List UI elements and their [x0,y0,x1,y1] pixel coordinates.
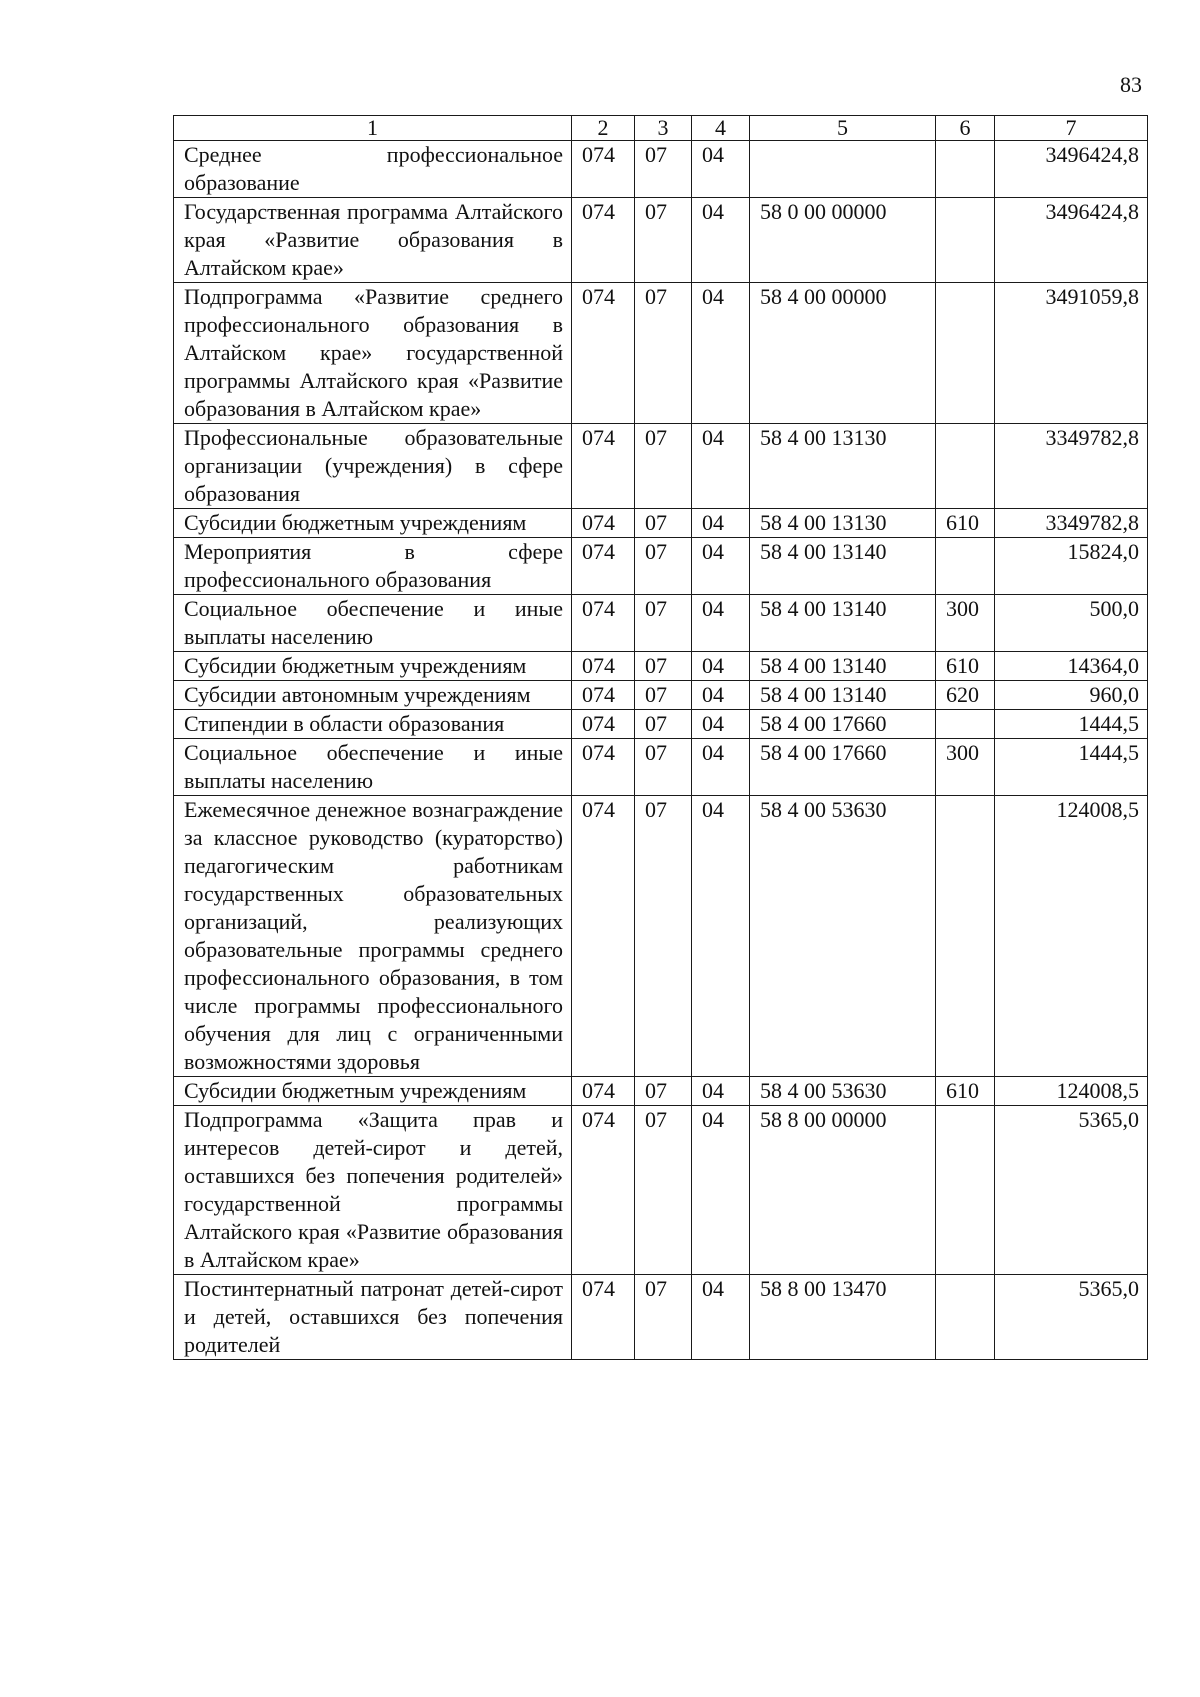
subsection-cell: 04 [692,509,750,538]
row-name-cell: Субсидии бюджетным учреждениям [174,652,572,681]
section-cell: 07 [635,681,692,710]
subsection-cell: 04 [692,1275,750,1360]
subsection-cell: 04 [692,595,750,652]
admin-code-cell: 074 [572,595,635,652]
admin-code-cell: 074 [572,141,635,198]
amount-cell: 500,0 [995,595,1148,652]
admin-code-cell: 074 [572,198,635,283]
header-cell: 2 [572,116,635,141]
target-article-cell: 58 4 00 13140 [750,652,936,681]
admin-code-cell: 074 [572,1077,635,1106]
section-cell: 07 [635,710,692,739]
expense-type-cell [936,1275,995,1360]
row-name-cell: Мероприятия в сфере профессионального образования [174,538,572,595]
row-name-cell: Постинтернатный патронат детей-сирот и детей, оставшихся без попечения родителей [174,1275,572,1360]
expense-type-cell [936,424,995,509]
target-article-cell: 58 4 00 53630 [750,796,936,1077]
row-name-cell: Среднее профессиональное образование [174,141,572,198]
expense-type-cell: 620 [936,681,995,710]
expense-type-cell: 610 [936,509,995,538]
admin-code-cell: 074 [572,424,635,509]
table-row [174,198,1148,283]
header-cell: 3 [635,116,692,141]
expense-type-cell [936,198,995,283]
target-article-cell [750,141,936,198]
section-cell: 07 [635,652,692,681]
row-name-cell: Субсидии бюджетным учреждениям [174,1077,572,1106]
subsection-cell: 04 [692,739,750,796]
amount-cell: 1444,5 [995,739,1148,796]
admin-code-cell: 074 [572,739,635,796]
admin-code-cell: 074 [572,652,635,681]
amount-cell: 5365,0 [995,1106,1148,1275]
amount-cell: 3491059,8 [995,283,1148,424]
amount-cell: 15824,0 [995,538,1148,595]
row-name-cell: Субсидии бюджетным учреждениям [174,509,572,538]
target-article-cell: 58 4 00 13130 [750,509,936,538]
row-name-cell: Стипендии в области образования [174,710,572,739]
table-row [174,1275,1148,1360]
page-number: 83 [1120,72,1142,97]
budget-table [173,115,1148,1360]
expense-type-cell [936,1106,995,1275]
section-cell: 07 [635,739,692,796]
row-name-cell: Подпрограмма «Защита прав и интересов детей-сирот и детей, оставшихся без попечения родителей» государственной программы Алтайского края «Развитие образования в Алтайском крае» [174,1106,572,1275]
target-article-cell: 58 8 00 00000 [750,1106,936,1275]
admin-code-cell: 074 [572,283,635,424]
target-article-cell: 58 0 00 00000 [750,198,936,283]
admin-code-cell: 074 [572,796,635,1077]
target-article-cell: 58 4 00 13140 [750,538,936,595]
header-cell: 6 [936,116,995,141]
row-name-cell: Социальное обеспечение и иные выплаты населению [174,739,572,796]
target-article-cell: 58 8 00 13470 [750,1275,936,1360]
admin-code-cell: 074 [572,1275,635,1360]
row-name-cell: Субсидии автономным учреждениям [174,681,572,710]
subsection-cell: 04 [692,1077,750,1106]
table-row [174,1106,1148,1275]
target-article-cell: 58 4 00 13130 [750,424,936,509]
row-name-cell: Ежемесячное денежное вознаграждение за классное руководство (кураторство) педагогическим работникам государственных образовательных организаций, реализующих образовательные программы среднего профессионального образования, в том числе программы профессионального обучения для лиц с ограниченными возможностями здоровья [174,796,572,1077]
expense-type-cell [936,710,995,739]
expense-type-cell [936,283,995,424]
admin-code-cell: 074 [572,538,635,595]
subsection-cell: 04 [692,283,750,424]
row-name-cell: Подпрограмма «Развитие среднего профессионального образования в Алтайском крае» государственной программы Алтайского края «Развитие образования в Алтайском крае» [174,283,572,424]
subsection-cell: 04 [692,681,750,710]
target-article-cell: 58 4 00 00000 [750,283,936,424]
amount-cell: 3496424,8 [995,198,1148,283]
section-cell: 07 [635,509,692,538]
expense-type-cell [936,141,995,198]
expense-type-cell [936,796,995,1077]
expense-type-cell: 300 [936,595,995,652]
subsection-cell: 04 [692,710,750,739]
section-cell: 07 [635,538,692,595]
table-row [174,595,1148,652]
table-header-row [174,116,1148,141]
amount-cell: 3349782,8 [995,509,1148,538]
table-row [174,424,1148,509]
subsection-cell: 04 [692,1106,750,1275]
target-article-cell: 58 4 00 53630 [750,1077,936,1106]
expense-type-cell [936,538,995,595]
table-row [174,710,1148,739]
amount-cell: 14364,0 [995,652,1148,681]
subsection-cell: 04 [692,424,750,509]
header-cell: 1 [174,116,572,141]
header-cell: 7 [995,116,1148,141]
section-cell: 07 [635,198,692,283]
amount-cell: 124008,5 [995,796,1148,1077]
subsection-cell: 04 [692,141,750,198]
row-name-cell: Профессиональные образовательные организации (учреждения) в сфере образования [174,424,572,509]
table-row [174,141,1148,198]
table-row [174,796,1148,1077]
table-row [174,509,1148,538]
table-row [174,681,1148,710]
amount-cell: 5365,0 [995,1275,1148,1360]
admin-code-cell: 074 [572,681,635,710]
subsection-cell: 04 [692,538,750,595]
section-cell: 07 [635,1106,692,1275]
section-cell: 07 [635,1077,692,1106]
row-name-cell: Социальное обеспечение и иные выплаты населению [174,595,572,652]
amount-cell: 1444,5 [995,710,1148,739]
admin-code-cell: 074 [572,509,635,538]
amount-cell: 960,0 [995,681,1148,710]
target-article-cell: 58 4 00 13140 [750,681,936,710]
row-name-cell: Государственная программа Алтайского края «Развитие образования в Алтайском крае» [174,198,572,283]
amount-cell: 3496424,8 [995,141,1148,198]
target-article-cell: 58 4 00 17660 [750,739,936,796]
header-cell: 4 [692,116,750,141]
amount-cell: 3349782,8 [995,424,1148,509]
section-cell: 07 [635,595,692,652]
section-cell: 07 [635,796,692,1077]
section-cell: 07 [635,141,692,198]
section-cell: 07 [635,424,692,509]
admin-code-cell: 074 [572,1106,635,1275]
section-cell: 07 [635,1275,692,1360]
table-row [174,1077,1148,1106]
expense-type-cell: 300 [936,739,995,796]
amount-cell: 124008,5 [995,1077,1148,1106]
target-article-cell: 58 4 00 17660 [750,710,936,739]
target-article-cell: 58 4 00 13140 [750,595,936,652]
section-cell: 07 [635,283,692,424]
expense-type-cell: 610 [936,1077,995,1106]
subsection-cell: 04 [692,652,750,681]
table-row [174,538,1148,595]
table-row [174,283,1148,424]
table-row [174,739,1148,796]
table-row [174,652,1148,681]
subsection-cell: 04 [692,796,750,1077]
expense-type-cell: 610 [936,652,995,681]
header-cell: 5 [750,116,936,141]
admin-code-cell: 074 [572,710,635,739]
subsection-cell: 04 [692,198,750,283]
